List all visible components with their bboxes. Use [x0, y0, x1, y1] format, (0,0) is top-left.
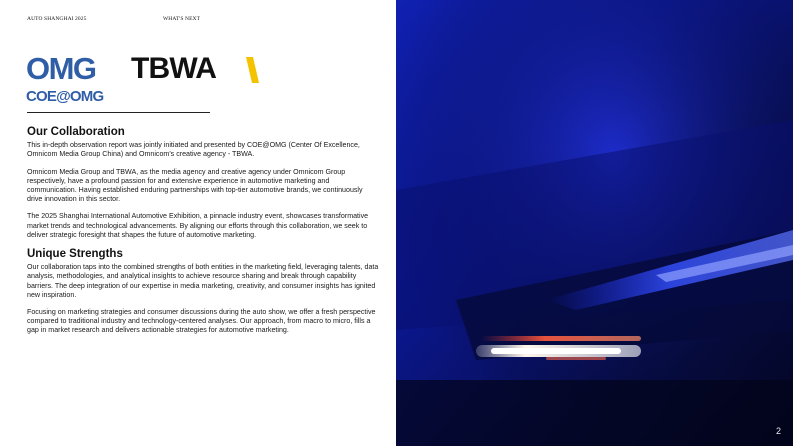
tbwa-slash-icon: [242, 57, 260, 83]
tbwa-logo: TBWA: [131, 52, 217, 85]
page-number: 2: [775, 426, 781, 436]
paragraph: Omnicom Media Group and TBWA, as the media agency and creative agency under Omnicom Group respectively, have a profound passion for and extensive experience in automotive marketing and communication. Having established enduring partnerships with top-tier automotive brands, we continuously drive innovation in this sector.: [27, 167, 363, 204]
header-left-label: AUTO SHANGHAI 2025: [27, 16, 87, 22]
car-light-photo-image: [396, 0, 793, 446]
section-title: Our Collaboration: [27, 126, 125, 138]
car-light-photo: [396, 0, 793, 446]
paragraph: This in-depth observation report was jointly initiated and presented by COE@OMG (Center Of Excellence, Omnicom Media Group China) and Omnicom's creative agency - TBWA.: [27, 141, 360, 159]
omg-logo: OMG: [26, 51, 96, 86]
text-column: [27, 126, 379, 344]
header-mid-label: WHAT'S NEXT: [163, 16, 201, 22]
divider: [27, 112, 210, 113]
section-strengths: [27, 248, 379, 336]
paragraph: Our collaboration taps into the combined strengths of both entities in the marketing field, leveraging talents, data analysis, methodologies, and analytical insights to achieve resource sharing and break through capability barriers. The deep integration of our expertise in media marketing, creativity, and consumer insights has ignited new inspiration.: [27, 263, 379, 299]
coe-omg-logo: COE@OMG: [26, 88, 104, 105]
section-title: Unique Strengths: [27, 248, 123, 261]
paragraph: The 2025 Shanghai International Automotive Exhibition, a pinnacle industry event, showcases transformative market trends and technological advancements. By aligning our efforts through this collaboration, we seek to deliver strategic foresight that shapes the future of automotive marketing.: [27, 212, 369, 239]
paragraph: Focusing on marketing strategies and consumer discussions during the auto show, we offer a fresh perspective compared to traditional industry and technology-centered analyses. Our approach, from macro to micro, fills a gap in market research and delivers actionable strategies for automotive marketing.: [27, 308, 376, 335]
section-collaboration: [27, 126, 379, 240]
